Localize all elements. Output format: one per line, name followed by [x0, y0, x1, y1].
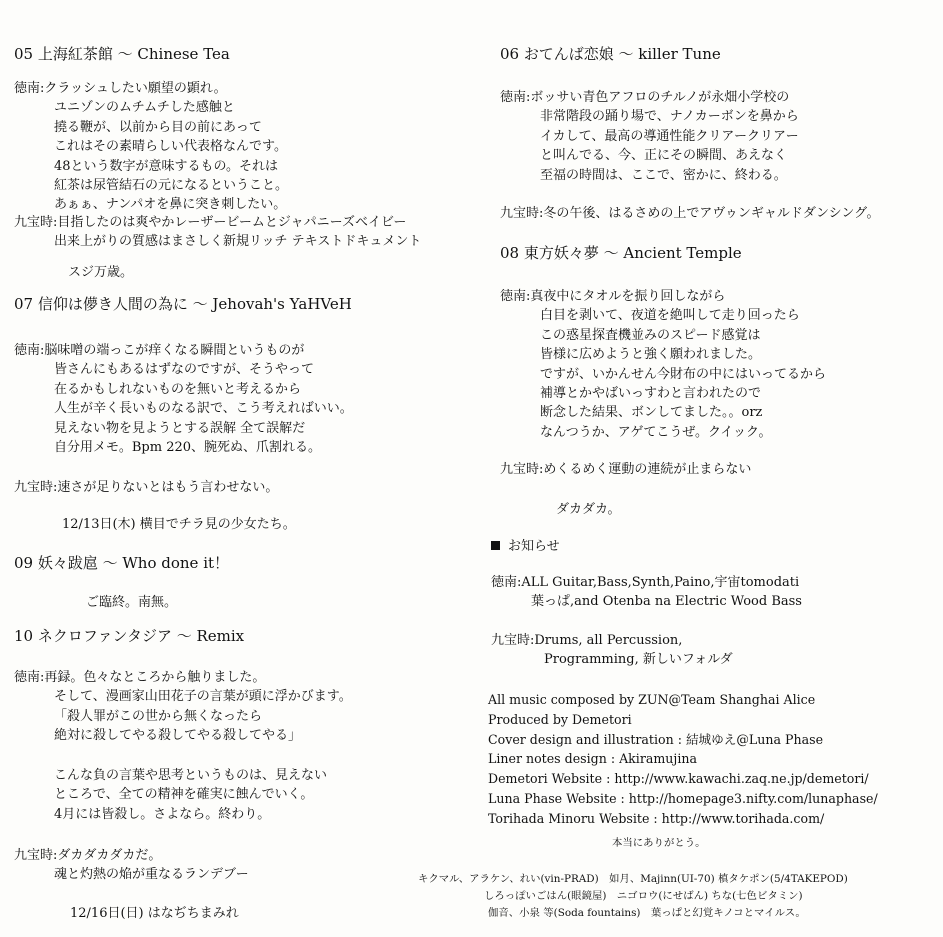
- track-07-body: [14, 341, 353, 457]
- note-line: 魂と灼熱の焔が重なるランデブー: [54, 867, 249, 883]
- track-10-signature: [70, 904, 239, 924]
- track-08-signature: [556, 500, 620, 520]
- track-09-signature: [86, 593, 177, 613]
- track-07-title: 07 信仰は儚き人間の為に 〜 Jehovah's YaHVeH: [14, 295, 352, 313]
- track-09-title: 09 妖々跋扈 〜 Who done it！: [14, 554, 230, 572]
- track-10-title: 10 ネクロファンタジア 〜 Remix: [14, 627, 245, 645]
- credit-line: Cover design and illustration : 結城ゆえ@Luna Phase: [488, 731, 824, 747]
- note-line: 人生が辛く長いものなる訳で、こう考えればいい。: [54, 401, 353, 417]
- speaker-tokunan-line: 徳南:再録。色々なところから触りました。: [14, 670, 266, 685]
- speaker-kuhoji-line: 九宝時:Drums, all Percussion,: [491, 633, 683, 648]
- note-line: 至福の時間は、ここで、密かに、終わる。: [540, 167, 787, 183]
- speaker-tokunan-line: 徳南:クラッシュしたい願望の顕れ。: [14, 81, 227, 96]
- track-05-title: 05 上海紅茶館 〜 Chinese Tea: [14, 45, 230, 63]
- note-line: ですが、いかんせん今財布の中にはいってるから: [540, 366, 827, 382]
- track-06-body-2: [500, 204, 880, 223]
- credit-line: Demetori Website : http://www.kawachi.zaq.ne.jp/demetori/: [488, 771, 869, 787]
- notice-body-1: [491, 573, 802, 612]
- thanks-line: 伽音、小泉 等(Soda fountains) 葉っぱと幻覚キノコとマイルス。: [488, 907, 806, 919]
- note-line: こんな負の言葉や思考というものは、見えない: [54, 768, 328, 783]
- thanks-line: しろっぽいごはん(眼鏡屋) ニゴロウ(にせばん) ちな(七色ビタミン): [484, 890, 803, 902]
- speaker-kuhoji-line: 九宝時:冬の午後、はるさめの上でアヴゥンギャルドダンシング。: [500, 206, 880, 221]
- thanks-title: 本当にありがとう。: [612, 837, 706, 849]
- note-line: 非常階段の踊り場で、ナノカーボンを鼻から: [540, 109, 799, 125]
- speaker-kuhoji-line: 九宝時:目指したのは爽やかレーザービームとジャパニーズベイビー: [14, 215, 407, 230]
- note-line: あぁぁ、ナンパオを鼻に突き刺したい。: [54, 197, 287, 213]
- track-05-signature: [68, 263, 133, 283]
- track-05-body: [14, 79, 288, 215]
- note-line: 「殺人罪がこの世から無くなったら: [54, 708, 263, 724]
- credit-line: Luna Phase Website : http://homepage3.nifty.com/lunaphase/: [488, 790, 878, 806]
- credit-line: All music composed by ZUN@Team Shanghai Alice: [488, 692, 816, 707]
- note-line: イカして、最高の導通性能クリアークリアー: [540, 128, 799, 144]
- speaker-kuhoji-line: 九宝時:めくるめく運動の連続が止まらない: [500, 462, 752, 477]
- speaker-kuhoji-line: 九宝時:速さが足りないとはもう言わせない。: [14, 480, 279, 495]
- notice-section: [491, 537, 560, 557]
- signature-text: ご臨終。南無。: [86, 595, 178, 610]
- notice-heading: [491, 537, 560, 557]
- signature-text: 12/16日(日) はなぢちまみれ: [70, 906, 239, 921]
- note-line: 白目を剥いて、夜道を絶叫して走り回ったら: [540, 308, 800, 324]
- note-line: 出来上がりの質感はまさしく新規リッチ テキストドキュメント: [54, 234, 422, 250]
- note-line: なんつうか、アゲてこうぜ。クイック。: [540, 424, 772, 440]
- track-06-section: [500, 44, 721, 64]
- track-06-body: [500, 88, 799, 185]
- note-line: 断念した結果、ボンしてました。。orz: [540, 405, 763, 421]
- credits-section: [488, 690, 878, 829]
- track-08-body-2: [500, 460, 751, 479]
- note-line: 48という数字が意味するもの。それは: [54, 158, 279, 174]
- note-line: そして、漫画家山田花子の言葉が頭に浮かびます。: [54, 689, 352, 705]
- track-10-body: [14, 668, 352, 746]
- note-line: 見えない物を見ようとする誤解 全て誤解だ: [54, 420, 306, 436]
- note-line: 補導とかやばいっすわと言われたので: [540, 386, 762, 402]
- track-10-body-2: [14, 846, 249, 885]
- note-line: 4月には皆殺し。さよなら。終わり。: [54, 806, 271, 822]
- credit-line: Liner notes design : Akiramujina: [488, 751, 697, 767]
- note-line: Programming, 新しいフォルダ: [544, 652, 733, 668]
- signature-text: スジ万歳。: [68, 265, 134, 280]
- note-line: 在るかもしれないものを無いと考えるから: [54, 381, 302, 397]
- note-line: と叫んでる、今、正にその瞬間、あえなく: [540, 148, 788, 164]
- track-07-body-2: [14, 478, 278, 497]
- track-09-section: [14, 553, 229, 573]
- signature-text: ダカダカ。: [556, 502, 621, 517]
- speaker-tokunan-line: 徳南:ボッサい青色アフロのチルノが永畑小学校の: [500, 90, 790, 105]
- track-05-body-2: [14, 213, 421, 252]
- track-08-body: [500, 287, 826, 442]
- track-06-title: 06 おてんば恋娘 〜 killer Tune: [500, 45, 721, 63]
- note-line: 紅茶は尿管結石の元になるということ。: [54, 178, 289, 194]
- credit-line: Torihada Minoru Website : http://www.torihada.com/: [488, 810, 825, 826]
- note-line: この惑星探査機並みのスピード感覚は: [540, 327, 761, 343]
- speaker-tokunan-line: 徳南:脳味噌の端っこが痒くなる瞬間というものが: [14, 343, 305, 358]
- note-line: これはその素晴らしい代表格なんです。: [54, 139, 287, 155]
- note-line: 撓る鞭が、以前から目の前にあって: [54, 119, 262, 135]
- track-07-signature: [62, 515, 296, 535]
- note-line: ところで、全ての精神を確実に蝕んでいく。: [54, 787, 314, 803]
- notice-body-2: [491, 631, 733, 670]
- note-line: 自分用メモ。Bpm 220、腕死ぬ、爪割れる。: [54, 440, 322, 456]
- track-05-section: [14, 44, 230, 64]
- track-10-section: [14, 626, 244, 646]
- note-line: 皆様に広めようと強く願われました。: [540, 347, 762, 363]
- track-10-body-b: [14, 766, 327, 824]
- square-bullet-icon: [491, 541, 500, 550]
- credit-line: Produced by Demetori: [488, 711, 632, 727]
- note-line: ユニゾンのムチムチした感触と: [54, 100, 235, 116]
- track-08-title: 08 東方妖々夢 〜 Ancient Temple: [500, 244, 742, 262]
- speaker-tokunan-line: 徳南:真夜中にタオルを振り回しながら: [500, 289, 726, 304]
- track-07-section: [14, 294, 352, 314]
- signature-text: 12/13日(木) 横目でチラ見の少女たち。: [62, 517, 296, 532]
- speaker-tokunan-line: 徳南:ALL Guitar,Bass,Synth,Paino,宇宙tomodati: [491, 575, 800, 590]
- note-line: 皆さんにもあるはずなのですが、そうやって: [54, 362, 315, 378]
- thanks-line: キクマル、アラケン、れい(vin-PRAD) 如月、Majinn(UI-70) 槙タケポン(5/4TAKEPOD): [418, 873, 848, 885]
- notice-heading-text: お知らせ: [508, 539, 560, 554]
- track-08-section: [500, 243, 742, 263]
- note-line: 絶対に殺してやる殺してやる殺してやる」: [54, 728, 302, 744]
- speaker-kuhoji-line: 九宝時:ダカダカダカだ。: [14, 848, 162, 863]
- note-line: 葉っぱ,and Otenba na Electric Wood Bass: [531, 594, 802, 610]
